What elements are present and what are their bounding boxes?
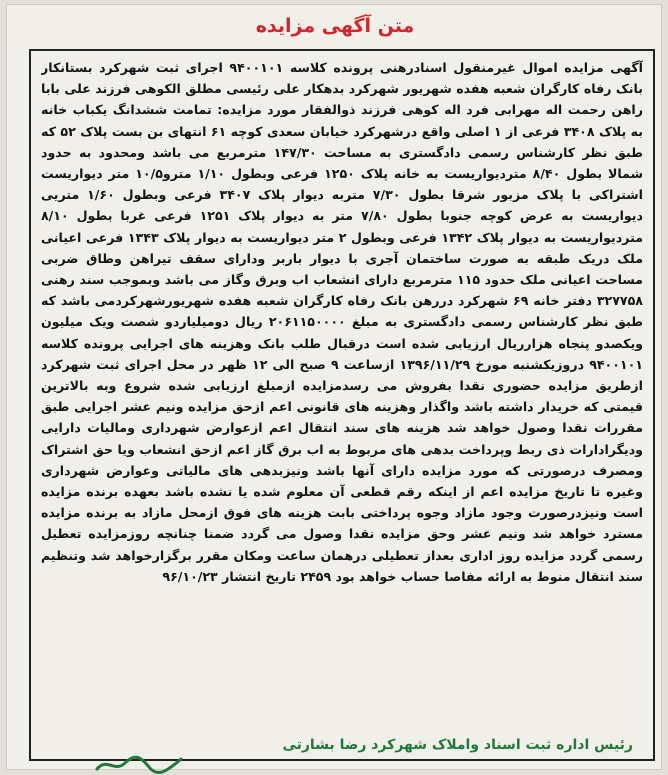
notice-signature: رئیس اداره ثبت اسناد واملاک شهرکرد رضا بشارتی — [282, 737, 633, 753]
notice-title: متن آگهی مزایده — [255, 15, 415, 37]
notice-body-text: آگهی مزایده اموال غیرمنقول اسنادرهنی پرونده کلاسه ۹۴۰۰۱۰۱ اجرای ثبت شهرکرد بستانکار بانک رفاه کارگران شعبه هفده شهریور شهرکرد بدهکار علی رئیسی مطلق الکوهی فرزند علی بابا راهن رحمت اله مهرابی فرد اله کوهی فرزند ذوالفقار مورد مزایده: تمامت ششدانگ یکباب خانه به پلاک ۳۴۰۸ فرعی از ۱ اصلی واقع درشهرکرد خیابان سعدی کوچه ۶۱ انتهای بن بست پلاک ۵۲ که طبق نظر کارشناس رسمی دادگستری به مساحت ۱۴۷/۳۰ مترمربع می باشد ومحدود به حدود شمالا بطول ۸/۴۰ متردیواریست به خانه پلاک ۱۲۵۰ فرعی وبطول ۱/۱۰ مترو۱۰/۵ متر دیواریست اشتراکی با پلاک مزبور شرقا بطول ۷/۳۰ متربه دیوار پلاک ۳۴۰۷ فرعی وبطول ۱/۶۰ متریی دیواریست به عرض کوچه جنوبا بطول ۷/۸۰ متر به دیوار پلاک ۱۲۵۱ فرعی غربا بطول ۸/۱۰ متردیواریست به دیوار پلاک ۱۳۴۲ فرعی وبطول ۲ متر دیواریست به دیوار پلاک ۱۳۴۳ فرعی اعیانی ملک دریک طبقه به صورت ساختمان آجری با دیوار باربر ودارای سقف تیراهن وطاق ضربی مساحت اعیانی ملک حدود ۱۱۵ مترمربع دارای انشعاب اب وبرق وگاز می باشد وبموجب سند رهنی ۳۲۷۷۵۸ دفتر خانه ۶۹ شهرکرد دررهن بانک رفاه کارگران شعبه هفده شهریورشهرکردمی باشد که طبق نظر کارشناس رسمی دادگستری به مبلغ ۲۰۶۱۱۵۰۰۰۰ ریال دومیلیاردو شصت ویک میلیون ویکصدو پنجاه هزارریال ارزیابی شده است درقبال طلب بانک وهزینه های اجرایی پرونده کلاسه ۹۴۰۰۱۰۱ دروزیکشنبه مورخ ۱۳۹۶/۱۱/۲۹ ازساعت ۹ صبح الی ۱۲ ظهر در محل اجرای ثبت شهرکرد ازطریق مزایده حضوری نقدا بفروش می رسدمزایده ازمبلغ ارزیابی شده شروع وبه بالاترین قیمتی که خریدار داشته باشد واگذار وهزینه های قانونی اعم ازحق مزایده ونیم عشر اجرایی طبق مقررات نقدا وصول خواهد شد هزینه های سند انتقال اعم ازعوارض شهرداری ومالیات دارایی ودیگرادارات ذی ربط وپرداخت بدهی های مربوط به اب برق گاز اعم ازحق انشعاب ویا حق اشتراک ومصرف درصورتی که مورد مزایده دارای آنها باشد ونیزبدهی های مالیاتی وعوارض شهرداری وغیره تا تاریخ مزایده اعم از اینکه رقم قطعی آن معلوم شده یا نشده باشد بعهده برنده مزایده است ونیزدرصورت وجود مازاد وجوه پرداختی بابت هزینه های فوق ازمحل مازاد به برنده مزایده مسترد خواهد شد ونیم عشر وحق مزایده نقدا وصول می گردد ضمنا چنانچه روزمزایده تعطیل رسمی گردد مزایده روز اداری بعداز تعطیلی درهمان ساعت ومکان مقرر برگزارخواهد شد وتنظیم سند انتقال منوط به ارائه مفاصا حساب خواهد بود ۲۴۵۹ تاریخ انتشار ۹۶/۱۰/۲۳ — [41, 60, 643, 584]
signature-scribble-icon — [93, 753, 185, 775]
newspaper-clipping — [6, 4, 662, 770]
